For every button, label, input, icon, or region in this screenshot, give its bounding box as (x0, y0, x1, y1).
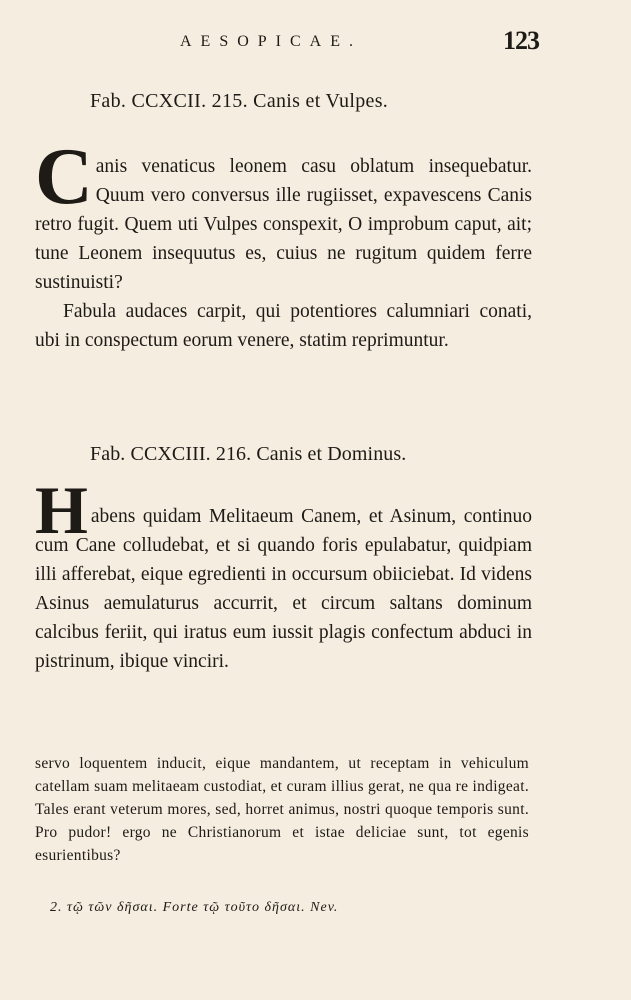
fable-title: Fab. CCXCII. 215. Canis et Vulpes. (90, 90, 389, 112)
footnote-text: servo loquentem inducit, eique mandantem, ut receptam in vehiculum catellam suam melitaeam custodiat, et curam illius gerat, ne qua re indigeat. Tales erant veterum mores, sed, horret animus, nostri quoque temporis sunt. Pro pudor! ergo ne Christianorum et istae deliciae sunt, tot egenis esurientibus? (35, 755, 529, 864)
footnote-reference: 2. τῷ τῶν δῆσαι. Forte τῷ τοῦτο δῆσαι. Nev. (50, 900, 339, 915)
fable-paragraph (35, 133, 532, 297)
footnote (35, 752, 529, 867)
fable-body (35, 133, 532, 355)
fable-text: abens quidam Melitaeum Canem, et Asinum, continuo cum Cane colludebat, et si quando foris epulabatur, quidpiam illi afferebat, eique egredienti in occursum obiiciebat. Id videns Asinus aemulaturus accurrit, et circum saltans dominum calcibus feriit, qui iratus eum iussit plagis confectum abduci in pistrinum, ibique vinciri. (35, 506, 532, 672)
page-number: 123 (503, 26, 539, 55)
drop-cap: C (35, 133, 93, 221)
fable-body (35, 472, 532, 676)
fable-text: anis venaticus leonem casu oblatum insequebatur. Quum vero conversus ille rugiisset, expavescens Canis retro fugit. Quem uti Vulpes conspexit, O improbum caput, ait; tune Leonem insequutus es, cuius ne rugitum quidem ferre sustinuisti? (35, 156, 532, 293)
running-title: AESOPICAE. (180, 33, 363, 50)
fable-title: Fab. CCXCIII. 216. Canis et Dominus. (90, 443, 407, 465)
drop-cap: H (35, 472, 88, 548)
fable-paragraph (35, 472, 532, 676)
fable-moral: Fabula audaces carpit, qui potentiores calumniari conati, ubi in conspectum eorum venere, statim reprimuntur. (35, 301, 532, 351)
